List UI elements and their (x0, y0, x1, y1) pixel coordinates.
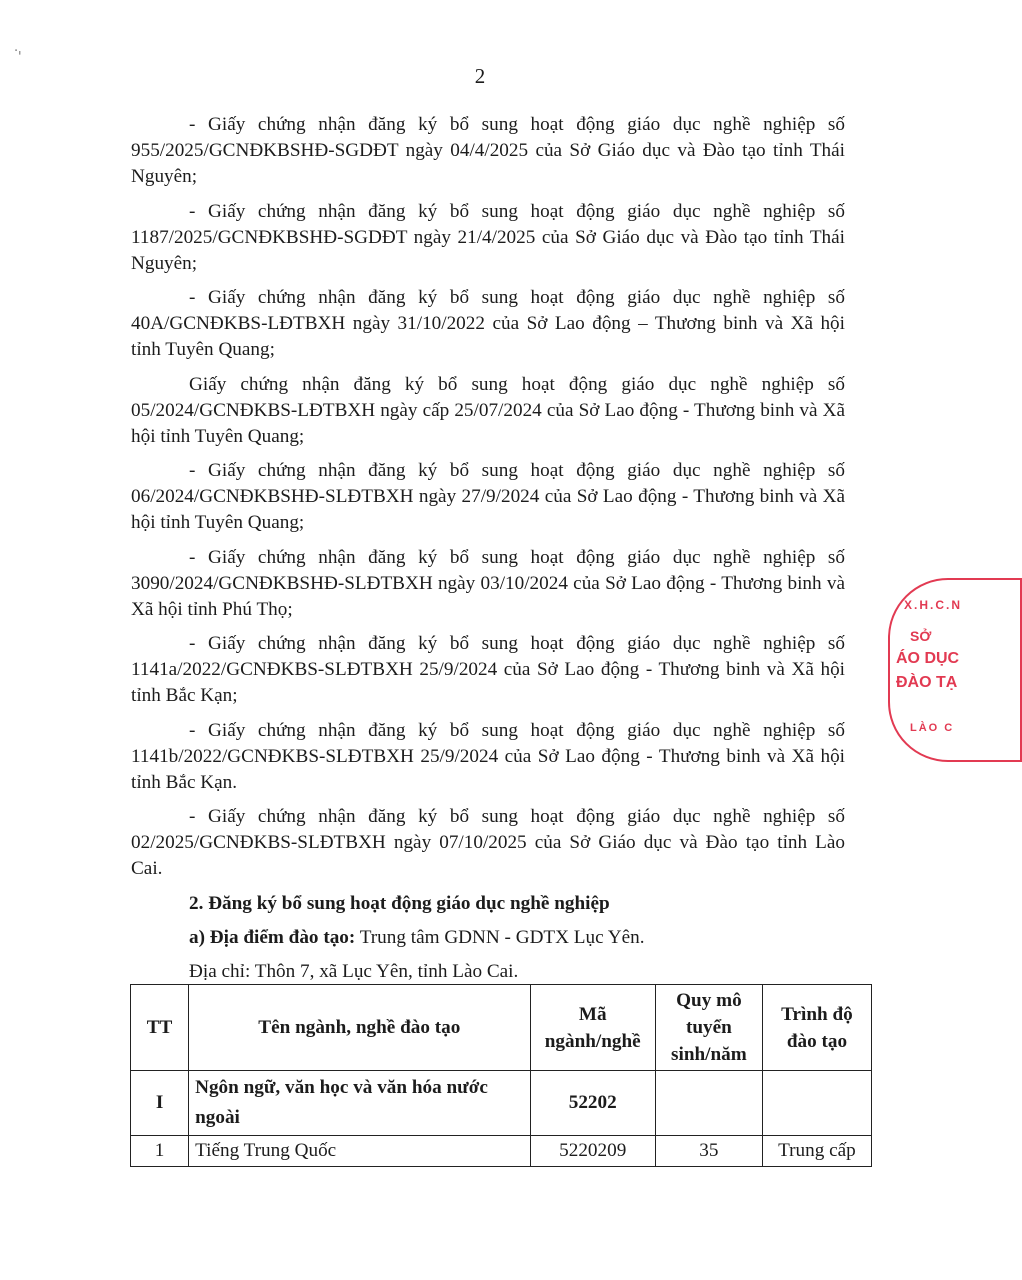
cell-level: Trung cấp (762, 1136, 871, 1167)
page-number: 2 (474, 64, 486, 88)
certificate-item: - Giấy chứng nhận đăng ký bổ sung hoạt động giáo dục nghề nghiệp số 06/2024/GCNĐKBSHĐ-SLĐTBXH ngày 27/9/2024 của Sở Lao động - Thương binh và Xã hội tỉnh Tuyên Quang; (131, 460, 845, 533)
cell-name: Tiếng Trung Quốc (189, 1136, 530, 1167)
address-line: Địa chỉ: Thôn 7, xã Lục Yên, tỉnh Lào Cai. (189, 960, 519, 982)
training-location-label: a) Địa điểm đào tạo: (189, 926, 356, 948)
cell-tt: I (131, 1071, 189, 1136)
header-level: Trình độ đào tạo (762, 985, 871, 1071)
cell-code: 52202 (530, 1071, 655, 1136)
training-location-value: Trung tâm GDNN - GDTX Lục Yên. (355, 926, 645, 948)
stamp-text: LÀO C (910, 722, 955, 734)
official-stamp (888, 578, 1022, 762)
cell-code: 5220209 (530, 1136, 655, 1167)
cell-quota: 35 (655, 1136, 762, 1167)
section-heading: 2. Đăng ký bổ sung hoạt động giáo dục nghề nghiệp (189, 892, 610, 914)
certificate-item: - Giấy chứng nhận đăng ký bổ sung hoạt động giáo dục nghề nghiệp số 1141a/2022/GCNĐKBS-SLĐTBXH 25/9/2024 của Sở Lao động - Thương binh và Xã hội tỉnh Bắc Kạn; (131, 633, 845, 706)
certificate-item: - Giấy chứng nhận đăng ký bổ sung hoạt động giáo dục nghề nghiệp số 955/2025/GCNĐKBSHĐ-SGDĐT ngày 04/4/2025 của Sở Giáo dục và Đào tạo tỉnh Thái Nguyên; (131, 114, 845, 187)
certificate-item: - Giấy chứng nhận đăng ký bổ sung hoạt động giáo dục nghề nghiệp số 1141b/2022/GCNĐKBS-SLĐTBXH 25/9/2024 của Sở Lao động - Thương binh và Xã hội tỉnh Bắc Kạn. (131, 719, 845, 793)
header-name: Tên ngành, nghề đào tạo (189, 985, 530, 1071)
table-row (131, 1136, 872, 1167)
header-quota: Quy mô tuyển sinh/năm (655, 985, 762, 1071)
training-location (131, 925, 845, 951)
stamp-text: SỞ (910, 628, 932, 644)
cell-level (762, 1071, 871, 1136)
courses-table (130, 984, 872, 1167)
certificate-item: - Giấy chứng nhận đăng ký bổ sung hoạt động giáo dục nghề nghiệp số 1187/2025/GCNĐKBSHĐ-SGDĐT ngày 21/4/2025 của Sở Giáo dục và Đào tạo tỉnh Thái Nguyên; (131, 200, 845, 274)
scan-mark: · (14, 44, 19, 59)
cell-name: Ngôn ngữ, văn học và văn hóa nước ngoài (189, 1071, 530, 1136)
certificate-item: - Giấy chứng nhận đăng ký bổ sung hoạt động giáo dục nghề nghiệp số 02/2025/GCNĐKBS-SLĐTBXH ngày 07/10/2025 của Sở Giáo dục và Đào tạo tỉnh Lào Cai. (131, 806, 845, 879)
certificate-item: - Giấy chứng nhận đăng ký bổ sung hoạt động giáo dục nghề nghiệp số 3090/2024/GCNĐKBSHĐ-SLĐTBXH ngày 03/10/2024 của Sở Lao động - Thương binh và Xã hội tỉnh Phú Thọ; (131, 546, 845, 620)
cell-quota (655, 1071, 762, 1136)
certificate-item: - Giấy chứng nhận đăng ký bổ sung hoạt động giáo dục nghề nghiệp số 40A/GCNĐKBS-LĐTBXH ngày 31/10/2022 của Sở Lao động – Thương binh và Xã hội tỉnh Tuyên Quang; (131, 287, 845, 360)
cell-tt: 1 (131, 1136, 189, 1167)
stamp-text: ĐÀO TẠ (896, 674, 958, 691)
document-body (131, 112, 845, 993)
header-tt: TT (131, 985, 189, 1071)
table-group-row (131, 1071, 872, 1136)
stamp-text: X.H.C.N (904, 598, 963, 612)
certificate-item: Giấy chứng nhận đăng ký bổ sung hoạt động giáo dục nghề nghiệp số 05/2024/GCNĐKBS-LĐTBXH ngày cấp 25/07/2024 của Sở Lao động - Thương binh và Xã hội tỉnh Tuyên Quang; (131, 373, 845, 447)
header-code: Mã ngành/nghề (530, 985, 655, 1071)
scan-mark: ' (18, 50, 22, 65)
stamp-text: ÁO DỤC (896, 650, 960, 667)
table-header-row (131, 985, 872, 1071)
